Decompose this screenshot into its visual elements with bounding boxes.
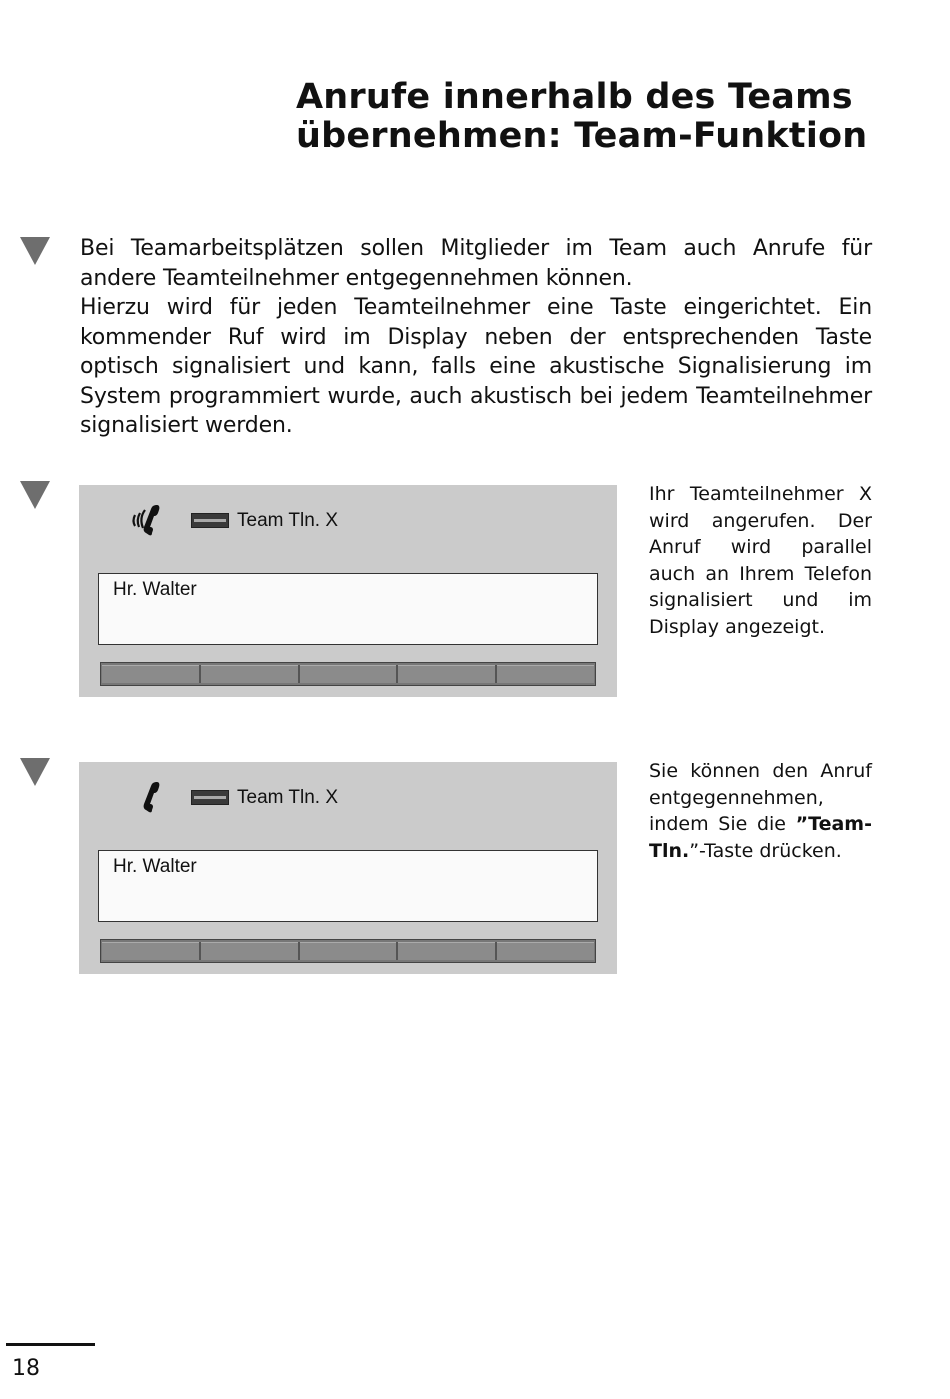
- triangle-marker-icon: [20, 758, 50, 786]
- display-screen: [98, 573, 598, 645]
- title-line-1: Anrufe innerhalb des Teams: [296, 77, 853, 117]
- softkey-bar: [100, 662, 596, 686]
- team-key-icon: [191, 790, 229, 805]
- footer-rule: [6, 1343, 95, 1346]
- softkey-3[interactable]: [300, 942, 399, 960]
- softkey-2[interactable]: [201, 665, 300, 683]
- softkey-5[interactable]: [497, 942, 594, 960]
- softkey-2[interactable]: [201, 942, 300, 960]
- team-key-reference: ”Team-Tln.: [649, 813, 872, 862]
- ringing-phone-icon: [127, 501, 169, 541]
- intro-text: [80, 234, 872, 441]
- intro-paragraph-1: Bei Teamarbeitsplätzen sollen Mitglieder im Team auch Anrufe für andere Teamteilnehmer entgegennehmen können.: [80, 236, 872, 291]
- softkey-1[interactable]: [102, 942, 201, 960]
- softkey-bar: [100, 939, 596, 963]
- caption-answer-text: Sie können den Anruf entgegennehmen, indem Sie die: [649, 760, 872, 835]
- title-line-2: übernehmen: Team-Funktion: [296, 116, 868, 156]
- softkey-4[interactable]: [398, 665, 497, 683]
- page-title: [296, 78, 896, 156]
- softkey-4[interactable]: [398, 942, 497, 960]
- team-key-label: Team Tln. X: [237, 510, 339, 531]
- caller-name: Hr. Walter: [113, 856, 197, 877]
- softkey-1[interactable]: [102, 665, 201, 683]
- caption-answer: [649, 758, 872, 864]
- caption-ringing: Ihr Teamteilnehmer X wird angerufen. Der Anruf wird parallel auch an Ihrem Telefon signalisiert und im Display angezeigt.: [649, 483, 872, 638]
- caller-name: Hr. Walter: [113, 579, 197, 600]
- caption-answer-end: ”-Taste drücken.: [689, 839, 842, 862]
- team-key-label: Team Tln. X: [237, 787, 339, 808]
- phone-display-answer: [79, 762, 617, 974]
- intro-paragraph-2: Hierzu wird für jeden Teamteilnehmer eine Taste eingerichtet. Ein kommender Ruf wird im Display neben der entsprechenden Taste optisch signalisiert und kann, falls eine akustische Signalisierung im System programmiert wurde, auch akustisch bei jedem Teamteilnehmer signalisiert werden.: [80, 295, 872, 438]
- softkey-5[interactable]: [497, 665, 594, 683]
- display-screen: [98, 850, 598, 922]
- team-key-icon: [191, 513, 229, 528]
- handset-icon: [133, 778, 175, 818]
- triangle-marker-icon: [20, 481, 50, 509]
- softkey-3[interactable]: [300, 665, 399, 683]
- triangle-marker-icon: [20, 237, 50, 265]
- phone-display-ringing: [79, 485, 617, 697]
- page-number: 18: [12, 1356, 40, 1381]
